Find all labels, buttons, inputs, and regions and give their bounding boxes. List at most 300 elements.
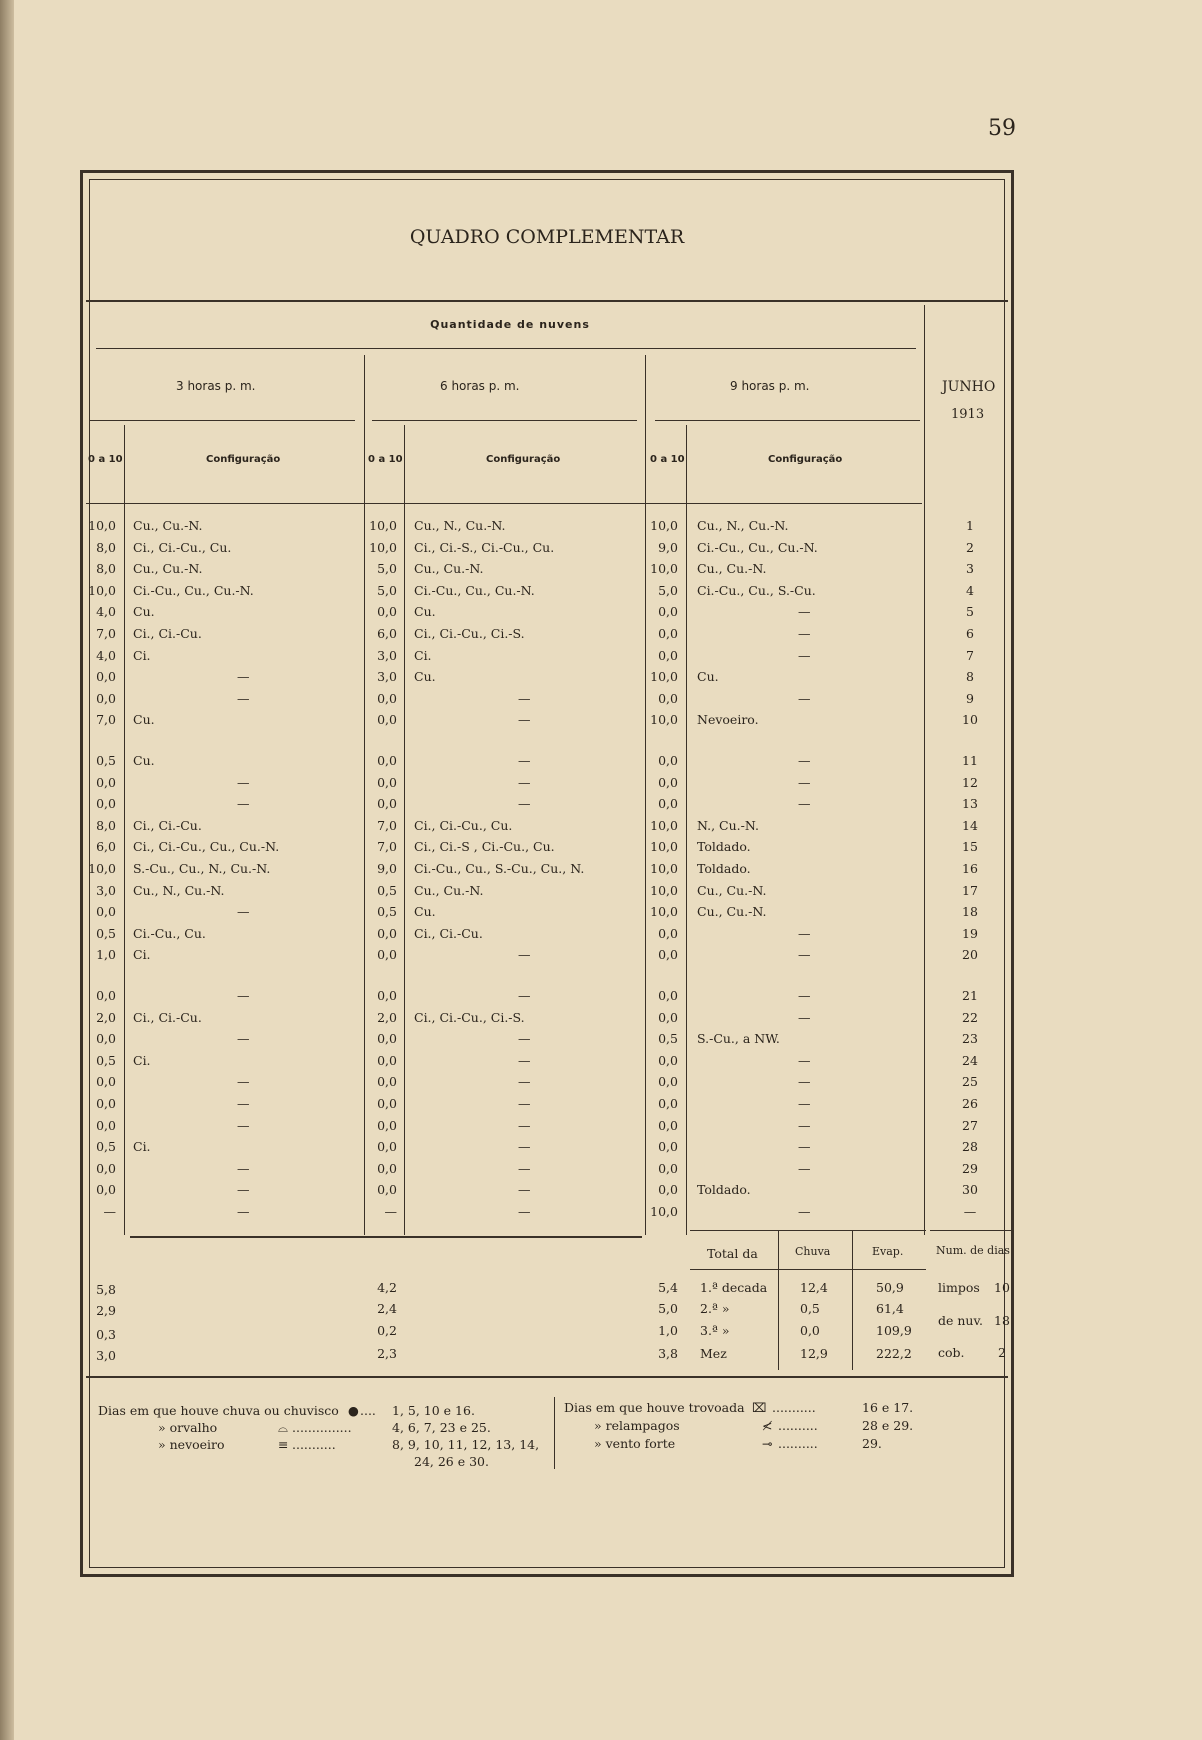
rows-bottom-rule-right [690, 1230, 926, 1231]
config-header: Configuração [768, 454, 843, 465]
row-3pm-config: Ci., Ci.-Cu., Cu. [133, 539, 232, 555]
footer-left-symbol: ⌓ [278, 1420, 288, 1435]
summary-evap-value: 61,4 [876, 1301, 904, 1316]
footer-right-symbol: ⌧ [752, 1400, 767, 1415]
row-6pm-value: 3,0 [377, 647, 397, 663]
row-3pm-value: 7,0 [96, 626, 116, 641]
num-dias-header: Num. de dias [936, 1244, 1010, 1257]
row-9pm-value: 10,0 [650, 904, 678, 920]
row-3pm-value: 7,0 [96, 712, 116, 728]
row-9pm-config: Toldado. [697, 839, 751, 855]
row-3pm-value: 0,0 [96, 1117, 116, 1133]
footer-left-days: 4, 6, 7, 23 e 25. [392, 1420, 491, 1435]
row-day-number: 6 [966, 626, 974, 641]
row-3pm-config: — [237, 1182, 250, 1198]
row-9pm-value: 0,0 [658, 1052, 678, 1068]
row-6pm-config: — [518, 753, 531, 768]
row-6pm-value: 10,0 [369, 539, 397, 555]
row-day-number: 15 [962, 839, 978, 855]
row-6pm-config: Ci.-Cu., Cu., S.-Cu., Cu., N. [414, 861, 585, 876]
time-brace [90, 420, 355, 421]
config-header: Configuração [206, 454, 281, 465]
row-9pm-config: — [798, 604, 811, 620]
row-3pm-config: Ci. [133, 1052, 151, 1068]
row-3pm-config: Ci. [133, 947, 151, 963]
row-day-number: 20 [962, 947, 978, 963]
row-day-number: 12 [962, 774, 978, 790]
row-6pm-value: 0,5 [377, 904, 397, 920]
row-day-number: 13 [962, 796, 978, 812]
row-3pm-value: 0,5 [96, 1139, 116, 1155]
limpos-value: 10 [994, 1280, 1010, 1295]
row-9pm-value: 10,0 [650, 518, 678, 533]
row-6pm-config: Ci., Ci.-Cu. [414, 925, 483, 941]
row-9pm-config: Ci.-Cu., Cu., S.-Cu. [697, 582, 816, 598]
summary-3pm: 2,9 [96, 1303, 116, 1318]
cob-value: 2 [998, 1345, 1006, 1360]
table-title: QUADRO COMPLEMENTAR [409, 226, 685, 248]
row-6pm-config: Ci., Ci.-Cu., Ci.-S. [414, 626, 525, 641]
footer-left-symbol: ● [348, 1403, 359, 1418]
time-header: 6 horas p. m. [440, 379, 520, 393]
row-3pm-config: — [237, 1074, 250, 1090]
row-3pm-config: — [237, 904, 250, 920]
row-day-number: — [963, 1204, 977, 1219]
row-6pm-config: Ci.-Cu., Cu., Cu.-N. [414, 582, 535, 598]
evap-col-left [852, 1230, 853, 1370]
row-6pm-config: Ci., Ci.-Cu., Ci.-S. [414, 1009, 525, 1025]
row-9pm-value: 0,0 [658, 1182, 678, 1198]
row-3pm-value: 0,0 [96, 904, 116, 920]
row-6pm-value: 0,0 [377, 925, 397, 941]
row-6pm-config: — [518, 1204, 531, 1219]
row-day-number: 23 [962, 1031, 978, 1047]
row-6pm-value: 0,0 [377, 712, 397, 728]
row-3pm-value: 0,0 [96, 1160, 116, 1176]
row-day-number: 11 [962, 753, 978, 768]
row-6pm-config: Cu., Cu.-N. [414, 561, 484, 577]
summary-evap-value: 222,2 [876, 1346, 912, 1361]
row-9pm-config: — [798, 988, 811, 1003]
row-3pm-value: 0,5 [96, 925, 116, 941]
row-6pm-config: — [518, 1182, 531, 1198]
row-9pm-config: Cu., Cu.-N. [697, 882, 767, 898]
col-month-left [924, 305, 925, 1235]
row-3pm-config: Ci.-Cu., Cu., Cu.-N. [133, 582, 254, 598]
row-6pm-config: Cu. [414, 669, 436, 685]
row-9pm-value: 0,0 [658, 1074, 678, 1090]
row-6pm-config: Ci., Ci.-Cu., Cu. [414, 817, 513, 833]
row-6pm-config: — [518, 1139, 531, 1155]
row-3pm-value: 6,0 [96, 839, 116, 855]
row-day-number: 5 [966, 604, 974, 620]
month-header: JUNHO [942, 379, 996, 395]
row-3pm-config: Ci. [133, 1139, 151, 1155]
time-brace [655, 420, 920, 421]
summary-evap-header: Evap. [872, 1245, 904, 1258]
row-3pm-value: 8,0 [96, 817, 116, 833]
row-9pm-config: — [798, 1117, 811, 1133]
row-3pm-value: 0,0 [96, 1031, 116, 1047]
row-3pm-config: — [237, 1160, 250, 1176]
col-6pm-num-sep [404, 425, 405, 1235]
row-6pm-value: — [384, 1204, 397, 1219]
row-3pm-value: 8,0 [96, 561, 116, 577]
row-day-number: 18 [962, 904, 978, 920]
footer-right-label: » vento forte [594, 1436, 676, 1451]
row-6pm-value: 0,5 [377, 882, 397, 898]
row-9pm-config: — [798, 1009, 811, 1025]
row-6pm-value: 0,0 [377, 1052, 397, 1068]
limpos-label: limpos [938, 1280, 980, 1295]
footer-right-days: 16 e 17. [862, 1400, 914, 1415]
summary-9pm: 1,0 [658, 1323, 678, 1338]
row-6pm-config: Cu. [414, 604, 436, 620]
row-6pm-value: 0,0 [377, 1160, 397, 1176]
row-6pm-config: — [518, 988, 531, 1003]
row-6pm-value: 0,0 [377, 1182, 397, 1198]
row-9pm-config: Toldado. [697, 1182, 751, 1198]
summary-9pm: 3,8 [658, 1346, 678, 1361]
row-9pm-value: 0,0 [658, 1096, 678, 1111]
row-3pm-config: Ci., Ci.-Cu. [133, 626, 202, 641]
row-3pm-value: 0,0 [96, 796, 116, 812]
row-9pm-config: — [798, 1160, 811, 1176]
row-3pm-config: — [237, 1204, 250, 1219]
row-3pm-value: 0,0 [96, 690, 116, 706]
row-6pm-value: 0,0 [377, 947, 397, 963]
footer-right-symbol: ⊸ [762, 1436, 773, 1451]
row-6pm-value: 0,0 [377, 1031, 397, 1047]
row-day-number: 10 [962, 712, 978, 728]
row-3pm-config: Cu., Cu.-N. [133, 561, 203, 577]
footer-divider [554, 1397, 555, 1469]
time-brace [372, 420, 637, 421]
nuv-label: de nuv. [938, 1313, 984, 1328]
row-day-number: 7 [966, 647, 974, 663]
row-9pm-config: — [798, 690, 811, 706]
row-9pm-config: — [798, 796, 811, 812]
summary-3pm: 3,0 [96, 1348, 116, 1363]
row-9pm-value: 10,0 [650, 669, 678, 685]
row-9pm-config: N., Cu.-N. [697, 817, 759, 833]
summary-9pm: 5,0 [658, 1301, 678, 1316]
row-6pm-config: Cu. [414, 904, 436, 920]
row-6pm-config: Ci. [414, 647, 432, 663]
row-day-number: 29 [962, 1160, 978, 1176]
row-9pm-value: 0,0 [658, 626, 678, 641]
row-day-number: 4 [966, 582, 974, 598]
row-3pm-value: 0,0 [96, 988, 116, 1003]
row-6pm-config: — [518, 1052, 531, 1068]
row-6pm-value: 5,0 [377, 561, 397, 577]
row-6pm-value: 0,0 [377, 1074, 397, 1090]
row-9pm-value: 0,0 [658, 1160, 678, 1176]
row-6pm-config: Cu., N., Cu.-N. [414, 518, 506, 533]
row-9pm-config: — [798, 1204, 811, 1219]
row-3pm-value: 0,0 [96, 1074, 116, 1090]
row-day-number: 30 [962, 1182, 978, 1198]
row-9pm-config: — [798, 753, 811, 768]
scale-header: 0 a 10 [650, 454, 685, 465]
row-9pm-value: 10,0 [650, 561, 678, 577]
row-3pm-config: — [237, 774, 250, 790]
row-6pm-value: 2,0 [377, 1009, 397, 1025]
row-6pm-value: 7,0 [377, 839, 397, 855]
row-6pm-config: — [518, 690, 531, 706]
time-header: 9 horas p. m. [730, 379, 810, 393]
summary-6pm: 4,2 [377, 1280, 397, 1295]
row-9pm-config: Cu. [697, 669, 719, 685]
row-day-number: 22 [962, 1009, 978, 1025]
row-6pm-config: — [518, 1117, 531, 1133]
row-day-number: 27 [962, 1117, 978, 1133]
row-9pm-value: 0,0 [658, 947, 678, 963]
footer-left-dots: ............... [292, 1420, 352, 1435]
row-6pm-config: — [518, 796, 531, 812]
rows-bottom-rule-right2 [930, 1230, 1012, 1231]
summary-chuva-value: 12,4 [800, 1280, 828, 1295]
row-9pm-value: 0,0 [658, 690, 678, 706]
summary-header-rule [690, 1269, 926, 1270]
row-6pm-config: — [518, 1074, 531, 1090]
row-day-number: 3 [966, 561, 974, 577]
row-9pm-config: Nevoeiro. [697, 712, 759, 728]
row-3pm-config: Ci., Ci.-Cu. [133, 817, 202, 833]
chuva-col-left [778, 1230, 779, 1370]
row-9pm-value: 10,0 [650, 1204, 678, 1219]
row-9pm-config: — [798, 647, 811, 663]
row-3pm-value: 0,0 [96, 669, 116, 685]
row-day-number: 26 [962, 1096, 978, 1111]
row-3pm-value: 0,0 [96, 1096, 116, 1111]
row-9pm-config: — [798, 1096, 811, 1111]
group-header: Quantidade de nuvens [430, 318, 590, 331]
row-day-number: 19 [962, 925, 978, 941]
row-9pm-config: — [798, 626, 811, 641]
footer-left-symbol: ≡ [278, 1437, 289, 1452]
footer-right-dots: .......... [778, 1418, 818, 1433]
cob-label: cob. [938, 1345, 965, 1360]
row-6pm-value: 0,0 [377, 796, 397, 812]
row-9pm-value: 0,0 [658, 1117, 678, 1133]
row-6pm-value: 0,0 [377, 690, 397, 706]
row-9pm-value: 10,0 [650, 817, 678, 833]
row-9pm-config: Ci.-Cu., Cu., Cu.-N. [697, 539, 818, 555]
row-3pm-value: 4,0 [96, 647, 116, 663]
subheader-rule [86, 503, 922, 504]
summary-period-label: 1.ª decada [700, 1280, 768, 1295]
row-9pm-value: 9,0 [658, 539, 678, 555]
row-day-number: 14 [962, 817, 978, 833]
row-3pm-value: 4,0 [96, 604, 116, 620]
row-3pm-value: 0,5 [96, 753, 116, 768]
row-9pm-value: 0,5 [658, 1031, 678, 1047]
row-9pm-config: — [798, 1074, 811, 1090]
footer-right-days: 28 e 29. [862, 1418, 914, 1433]
row-9pm-value: 10,0 [650, 882, 678, 898]
summary-chuva-value: 0,5 [800, 1301, 820, 1316]
row-3pm-value: 0,0 [96, 774, 116, 790]
row-9pm-config: Cu., Cu.-N. [697, 904, 767, 920]
row-9pm-config: Cu., N., Cu.-N. [697, 518, 789, 533]
footer-left-label: Dias em que houve chuva ou chuvisco [98, 1403, 339, 1418]
scale-header: 0 a 10 [368, 454, 403, 465]
row-9pm-config: — [798, 1139, 811, 1155]
row-day-number: 17 [962, 882, 978, 898]
row-day-number: 21 [962, 988, 978, 1003]
row-3pm-value: 10,0 [88, 582, 116, 598]
row-9pm-config: Cu., Cu.-N. [697, 561, 767, 577]
footer-right-symbol: ≮ [762, 1418, 773, 1433]
row-3pm-config: — [237, 1031, 250, 1047]
row-3pm-value: 2,0 [96, 1009, 116, 1025]
summary-bottom-rule [86, 1376, 1008, 1378]
row-3pm-config: — [237, 1117, 250, 1133]
summary-period-label: 2.ª » [700, 1301, 730, 1316]
row-3pm-config: Cu., N., Cu.-N. [133, 882, 225, 898]
row-6pm-value: 5,0 [377, 582, 397, 598]
row-9pm-value: 10,0 [650, 839, 678, 855]
row-9pm-config: — [798, 774, 811, 790]
row-day-number: 2 [966, 539, 974, 555]
footer-right-label: » relampagos [594, 1418, 680, 1433]
row-9pm-value: 0,0 [658, 1139, 678, 1155]
footer-left-label: » nevoeiro [158, 1437, 225, 1452]
summary-evap-value: 109,9 [876, 1323, 912, 1338]
row-3pm-config: Ci., Ci.-Cu., Cu., Cu.-N. [133, 839, 280, 855]
group-rule [96, 348, 916, 349]
row-3pm-config: Cu. [133, 604, 155, 620]
row-6pm-config: — [518, 947, 531, 963]
row-9pm-config: — [798, 947, 811, 963]
summary-6pm: 2,4 [377, 1301, 397, 1316]
col-3pm-num-sep [124, 425, 125, 1235]
row-6pm-value: 0,0 [377, 774, 397, 790]
row-3pm-config: — [237, 690, 250, 706]
row-9pm-value: 0,0 [658, 925, 678, 941]
row-9pm-value: 0,0 [658, 753, 678, 768]
row-day-number: 16 [962, 861, 978, 876]
row-6pm-value: 0,0 [377, 753, 397, 768]
footer-right-dots: .......... [778, 1436, 818, 1451]
summary-evap-value: 50,9 [876, 1280, 904, 1295]
row-6pm-value: 3,0 [377, 669, 397, 685]
row-day-number: 28 [962, 1139, 978, 1155]
footer-left-dots: ........... [292, 1437, 336, 1452]
row-6pm-config: Cu., Cu.-N. [414, 882, 484, 898]
row-3pm-config: S.-Cu., Cu., N., Cu.-N. [133, 861, 271, 876]
footer-right-days: 29. [862, 1436, 882, 1451]
row-3pm-value: 1,0 [96, 947, 116, 963]
summary-period-label: Mez [700, 1346, 727, 1361]
year-header: 1913 [951, 407, 985, 422]
row-9pm-value: 10,0 [650, 712, 678, 728]
row-3pm-config: Ci., Ci.-Cu. [133, 1009, 202, 1025]
nuv-value: 18 [994, 1313, 1010, 1328]
row-9pm-config: — [798, 925, 811, 941]
row-day-number: 1 [966, 518, 974, 533]
footer-left-days: 8, 9, 10, 11, 12, 13, 14, [392, 1437, 540, 1452]
row-6pm-config: — [518, 1160, 531, 1176]
footer-left-dots: .... [360, 1403, 376, 1418]
row-9pm-config: Toldado. [697, 861, 751, 876]
row-3pm-value: 3,0 [96, 882, 116, 898]
scale-header: 0 a 10 [88, 454, 123, 465]
summary-total-header: Total da [707, 1246, 758, 1261]
summary-period-label: 3.ª » [700, 1323, 730, 1338]
row-9pm-value: 0,0 [658, 647, 678, 663]
row-9pm-value: 5,0 [658, 582, 678, 598]
row-3pm-config: Cu., Cu.-N. [133, 518, 203, 533]
row-6pm-config: — [518, 1096, 531, 1111]
row-3pm-config: — [237, 1096, 250, 1111]
row-day-number: 25 [962, 1074, 978, 1090]
footer-left-label: » orvalho [158, 1420, 218, 1435]
row-6pm-config: — [518, 774, 531, 790]
row-3pm-config: — [237, 988, 250, 1003]
row-6pm-config: Ci., Ci.-S., Ci.-Cu., Cu. [414, 539, 555, 555]
row-3pm-config: — [237, 796, 250, 812]
rows-bottom-rule [130, 1236, 642, 1238]
summary-chuva-header: Chuva [795, 1245, 831, 1258]
row-9pm-value: 10,0 [650, 861, 678, 876]
page-number: 59 [988, 116, 1016, 141]
summary-chuva-value: 12,9 [800, 1346, 828, 1361]
row-9pm-value: 0,0 [658, 774, 678, 790]
row-9pm-value: 0,0 [658, 988, 678, 1003]
row-6pm-value: 0,0 [377, 1117, 397, 1133]
row-3pm-config: Cu. [133, 753, 155, 768]
row-3pm-value: 0,5 [96, 1052, 116, 1068]
row-day-number: 9 [966, 690, 974, 706]
summary-9pm: 5,4 [658, 1280, 678, 1295]
row-3pm-value: 8,0 [96, 539, 116, 555]
row-3pm-config: Cu. [133, 712, 155, 728]
row-day-number: 8 [966, 669, 974, 685]
col-9pm-num-sep [686, 425, 687, 1235]
title-rule [86, 300, 1008, 302]
summary-chuva-value: 0,0 [800, 1323, 820, 1338]
summary-6pm: 2,3 [377, 1346, 397, 1361]
row-6pm-config: — [518, 1031, 531, 1047]
row-3pm-config: Ci. [133, 647, 151, 663]
footer-right-dots: ........... [772, 1400, 816, 1415]
row-3pm-value: 10,0 [88, 518, 116, 533]
row-day-number: 24 [962, 1052, 978, 1068]
row-6pm-value: 0,0 [377, 988, 397, 1003]
row-9pm-value: 0,0 [658, 796, 678, 812]
row-3pm-value: 0,0 [96, 1182, 116, 1198]
row-6pm-config: Ci., Ci.-S , Ci.-Cu., Cu. [414, 839, 555, 855]
book-spine-edge [0, 0, 14, 1740]
row-6pm-value: 10,0 [369, 518, 397, 533]
row-6pm-value: 7,0 [377, 817, 397, 833]
row-3pm-config: — [237, 669, 250, 685]
footer-left-days: 24, 26 e 30. [414, 1454, 489, 1469]
row-6pm-value: 0,0 [377, 1139, 397, 1155]
footer-left-days: 1, 5, 10 e 16. [392, 1403, 475, 1418]
row-6pm-value: 0,0 [377, 604, 397, 620]
row-9pm-value: 0,0 [658, 1009, 678, 1025]
row-9pm-config: S.-Cu., a NW. [697, 1031, 780, 1047]
summary-3pm: 5,8 [96, 1282, 116, 1297]
row-9pm-config: — [798, 1052, 811, 1068]
time-header: 3 horas p. m. [176, 379, 256, 393]
row-3pm-config: Ci.-Cu., Cu. [133, 925, 206, 941]
summary-6pm: 0,2 [377, 1323, 397, 1338]
row-6pm-value: 6,0 [377, 626, 397, 641]
